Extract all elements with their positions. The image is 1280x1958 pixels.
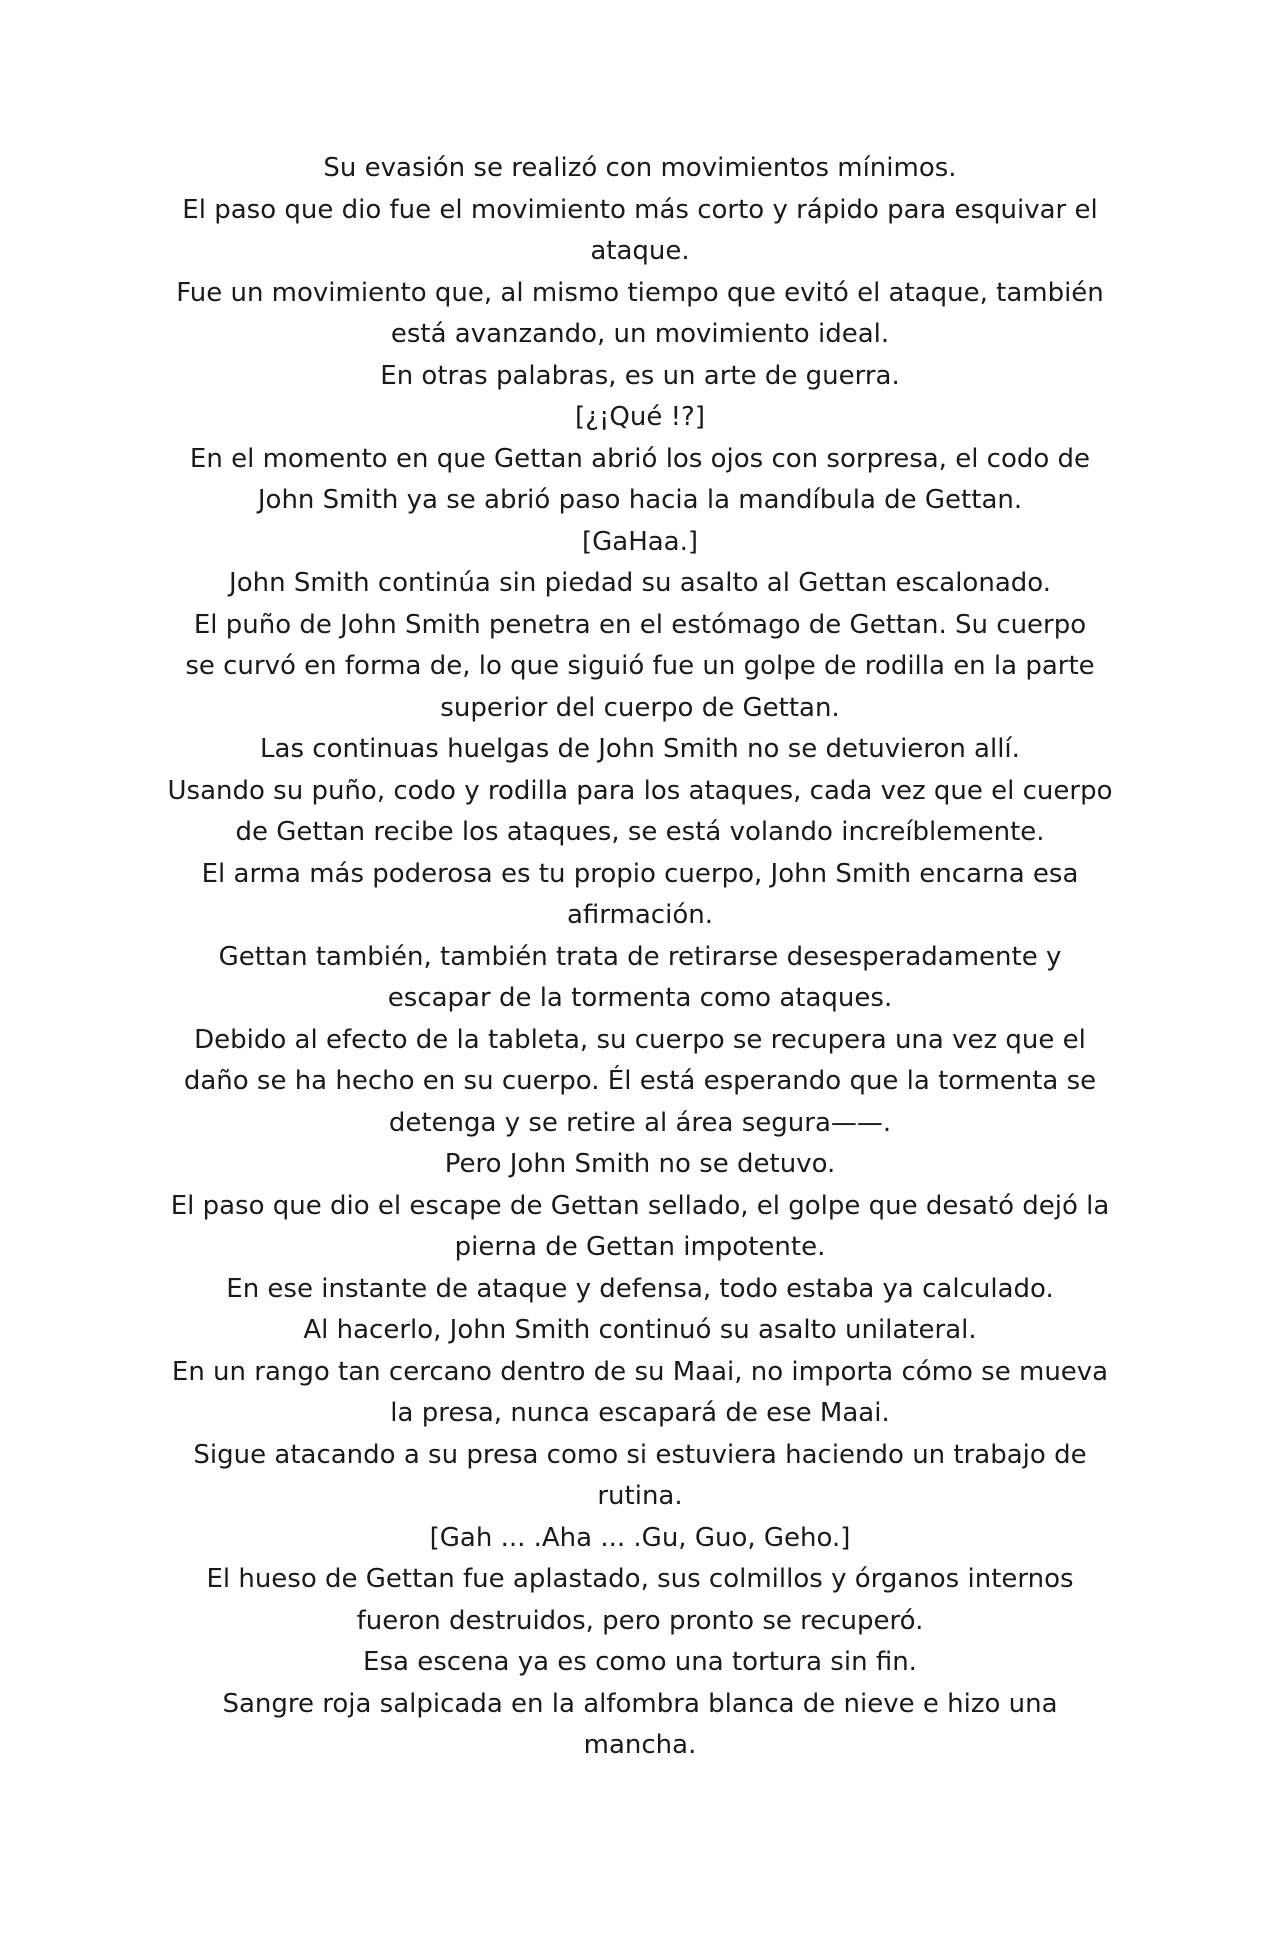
- text-line: Su evasión se realizó con movimientos mínimos.: [323, 153, 957, 183]
- text-line: John Smith ya se abrió paso hacia la mandíbula de Gettan.: [257, 485, 1023, 515]
- text-line: Al hacerlo, John Smith continuó su asalto unilateral.: [303, 1315, 977, 1345]
- text-line: ataque.: [590, 236, 690, 266]
- dialogue-line: [Gah ... .Aha ... .Gu, Guo, Geho.]: [429, 1522, 851, 1553]
- dialogue-line: [¿¡Qué !?]: [575, 402, 705, 432]
- text-line: la presa, nunca escapará de ese Maai.: [390, 1398, 890, 1428]
- text-line: John Smith continúa sin piedad su asalto al Gettan escalonado.: [229, 568, 1051, 598]
- text-line: En un rango tan cercano dentro de su Maai, no importa cómo se mueva: [171, 1356, 1109, 1387]
- text-line: superior del cuerpo de Gettan.: [440, 692, 840, 723]
- text-line: Esa escena ya es como una tortura sin fin.: [363, 1647, 917, 1677]
- text-line: El paso que dio el escape de Gettan sellado, el golpe que desató dejó la: [170, 1190, 1110, 1221]
- text-line: En ese instante de ataque y defensa, todo estaba ya calculado.: [226, 1273, 1054, 1304]
- text-line: El puño de John Smith penetra en el estómago de Gettan. Su cuerpo: [193, 609, 1087, 640]
- text-line: está avanzando, un movimiento ideal.: [390, 319, 890, 349]
- text-line: Fue un movimiento que, al mismo tiempo que evitó el ataque, también: [176, 277, 1104, 308]
- text-line: rutina.: [597, 1481, 683, 1511]
- text-line: daño se ha hecho en su cuerpo. Él está esperando que la tormenta se: [183, 1066, 1097, 1096]
- text-line: de Gettan recibe los ataques, se está volando increíblemente.: [235, 817, 1045, 847]
- text-line: El hueso de Gettan fue aplastado, sus colmillos y órganos internos: [206, 1564, 1074, 1594]
- text-line: pierna de Gettan impotente.: [454, 1232, 826, 1262]
- text-line: escapar de la tormenta como ataques.: [387, 983, 893, 1013]
- text-line: Usando su puño, codo y rodilla para los ataques, cada vez que el cuerpo: [167, 775, 1113, 806]
- dialogue-line: [GaHaa.]: [581, 526, 699, 557]
- text-line: mancha.: [583, 1730, 697, 1760]
- text-line: En otras palabras, es un arte de guerra.: [380, 360, 900, 391]
- text-line: Sigue atacando a su presa como si estuviera haciendo un trabajo de: [193, 1439, 1087, 1470]
- text-line: El paso que dio fue el movimiento más corto y rápido para esquivar el: [182, 194, 1098, 225]
- text-line: Las continuas huelgas de John Smith no se detuvieron allí.: [260, 734, 1020, 764]
- text-line: En el momento en que Gettan abrió los ojos con sorpresa, el codo de: [189, 443, 1091, 474]
- text-line: El arma más poderosa es tu propio cuerpo, John Smith encarna esa: [201, 858, 1079, 889]
- story-text: [150, 148, 1130, 1767]
- text-line: fueron destruidos, pero pronto se recuperó.: [356, 1605, 924, 1636]
- text-line: Debido al efecto de la tableta, su cuerpo se recupera una vez que el: [194, 1024, 1086, 1055]
- text-line: Gettan también, también trata de retirarse desesperadamente y: [218, 941, 1062, 972]
- text-line: Sangre roja salpicada en la alfombra blanca de nieve e hizo una: [222, 1688, 1058, 1719]
- text-line: detenga y se retire al área segura——.: [388, 1107, 892, 1138]
- text-line: Pero John Smith no se detuvo.: [444, 1149, 836, 1179]
- text-line: se curvó en forma de, lo que siguió fue un golpe de rodilla en la parte: [185, 651, 1095, 681]
- text-line: afirmación.: [567, 900, 713, 930]
